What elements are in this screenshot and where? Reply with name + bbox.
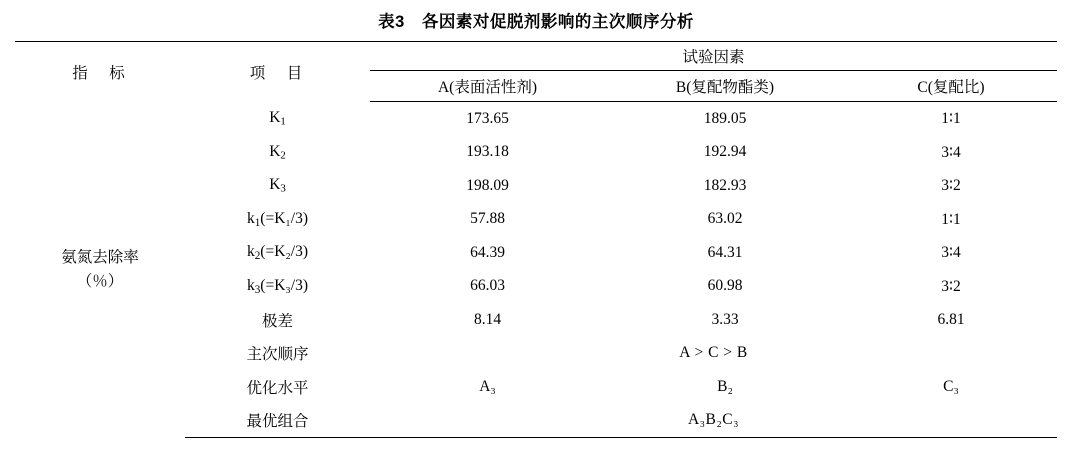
cell-value-c: 1∶1 — [941, 110, 961, 128]
cell-value-b: 60.98 — [707, 277, 743, 295]
table-caption: 表3 各因素对促脱剂影响的主次顺序分析 — [378, 13, 694, 31]
item-label: $K_2$ — [269, 142, 286, 162]
table-header-row-1 — [15, 42, 1057, 71]
header-factor-c: C(复配比) — [845, 71, 1057, 102]
header-factor-a: A(表面活性剂) — [370, 71, 605, 102]
header-group-label: 试验因素 — [370, 42, 1057, 71]
header-factor-b: B(复配物酯类) — [605, 71, 845, 102]
cell-value-a: A₃ — [479, 377, 496, 395]
index-line-1: 氨氮去除率 — [61, 249, 139, 267]
header-item-label: 项 目 — [185, 42, 370, 102]
item-label: $k_3(=K_3/3)$ — [246, 276, 309, 296]
cell-value-b: 63.02 — [707, 210, 743, 228]
cell-value-c: 3∶2 — [941, 277, 961, 295]
cell-value-c: C₃ — [943, 377, 959, 395]
analysis-table — [15, 41, 1057, 438]
item-label: 最优组合 — [185, 404, 370, 438]
item-label: 优化水平 — [246, 379, 309, 397]
header-index-label: 指 标 — [15, 42, 185, 102]
cell-value-a: 173.65 — [466, 109, 509, 127]
index-line-2: （％） — [76, 272, 124, 290]
cell-value-a: 193.18 — [466, 143, 509, 161]
cell-value-b: 192.94 — [703, 143, 747, 161]
cell-value-a: 64.39 — [470, 243, 505, 261]
cell-value-b: 3.33 — [711, 310, 739, 328]
item-label: $K_1$ — [269, 109, 286, 128]
item-label: 主次顺序 — [246, 346, 309, 364]
cell-value-span: A₃B₂C₃ — [370, 404, 1057, 438]
table-row — [15, 102, 1057, 136]
cell-value-a: 66.03 — [470, 277, 505, 295]
item-label: 极差 — [261, 312, 293, 330]
cell-value-b: 64.31 — [707, 243, 743, 261]
cell-value-a: 57.88 — [470, 210, 505, 228]
cell-value-b: 182.93 — [703, 176, 747, 194]
cell-value-c: 3∶2 — [941, 177, 961, 195]
cell-value-b: B₂ — [717, 377, 733, 395]
cell-value-c: 6.81 — [937, 310, 965, 328]
cell-value-c: 3∶4 — [941, 143, 961, 161]
item-label: $k_1(=K_1/3)$ — [246, 209, 309, 229]
cell-value-a: 198.09 — [466, 176, 509, 194]
row-index-label — [15, 102, 185, 438]
cell-value-c: 1∶1 — [941, 210, 961, 228]
item-label: $k_2(=K_2/3)$ — [246, 243, 309, 263]
item-label: $K_3$ — [269, 176, 286, 196]
cell-value-c: 3∶4 — [941, 244, 961, 262]
cell-value-b: 189.05 — [703, 109, 747, 127]
cell-value-span: A > C > B — [679, 344, 748, 362]
cell-value-a: 8.14 — [473, 310, 502, 328]
